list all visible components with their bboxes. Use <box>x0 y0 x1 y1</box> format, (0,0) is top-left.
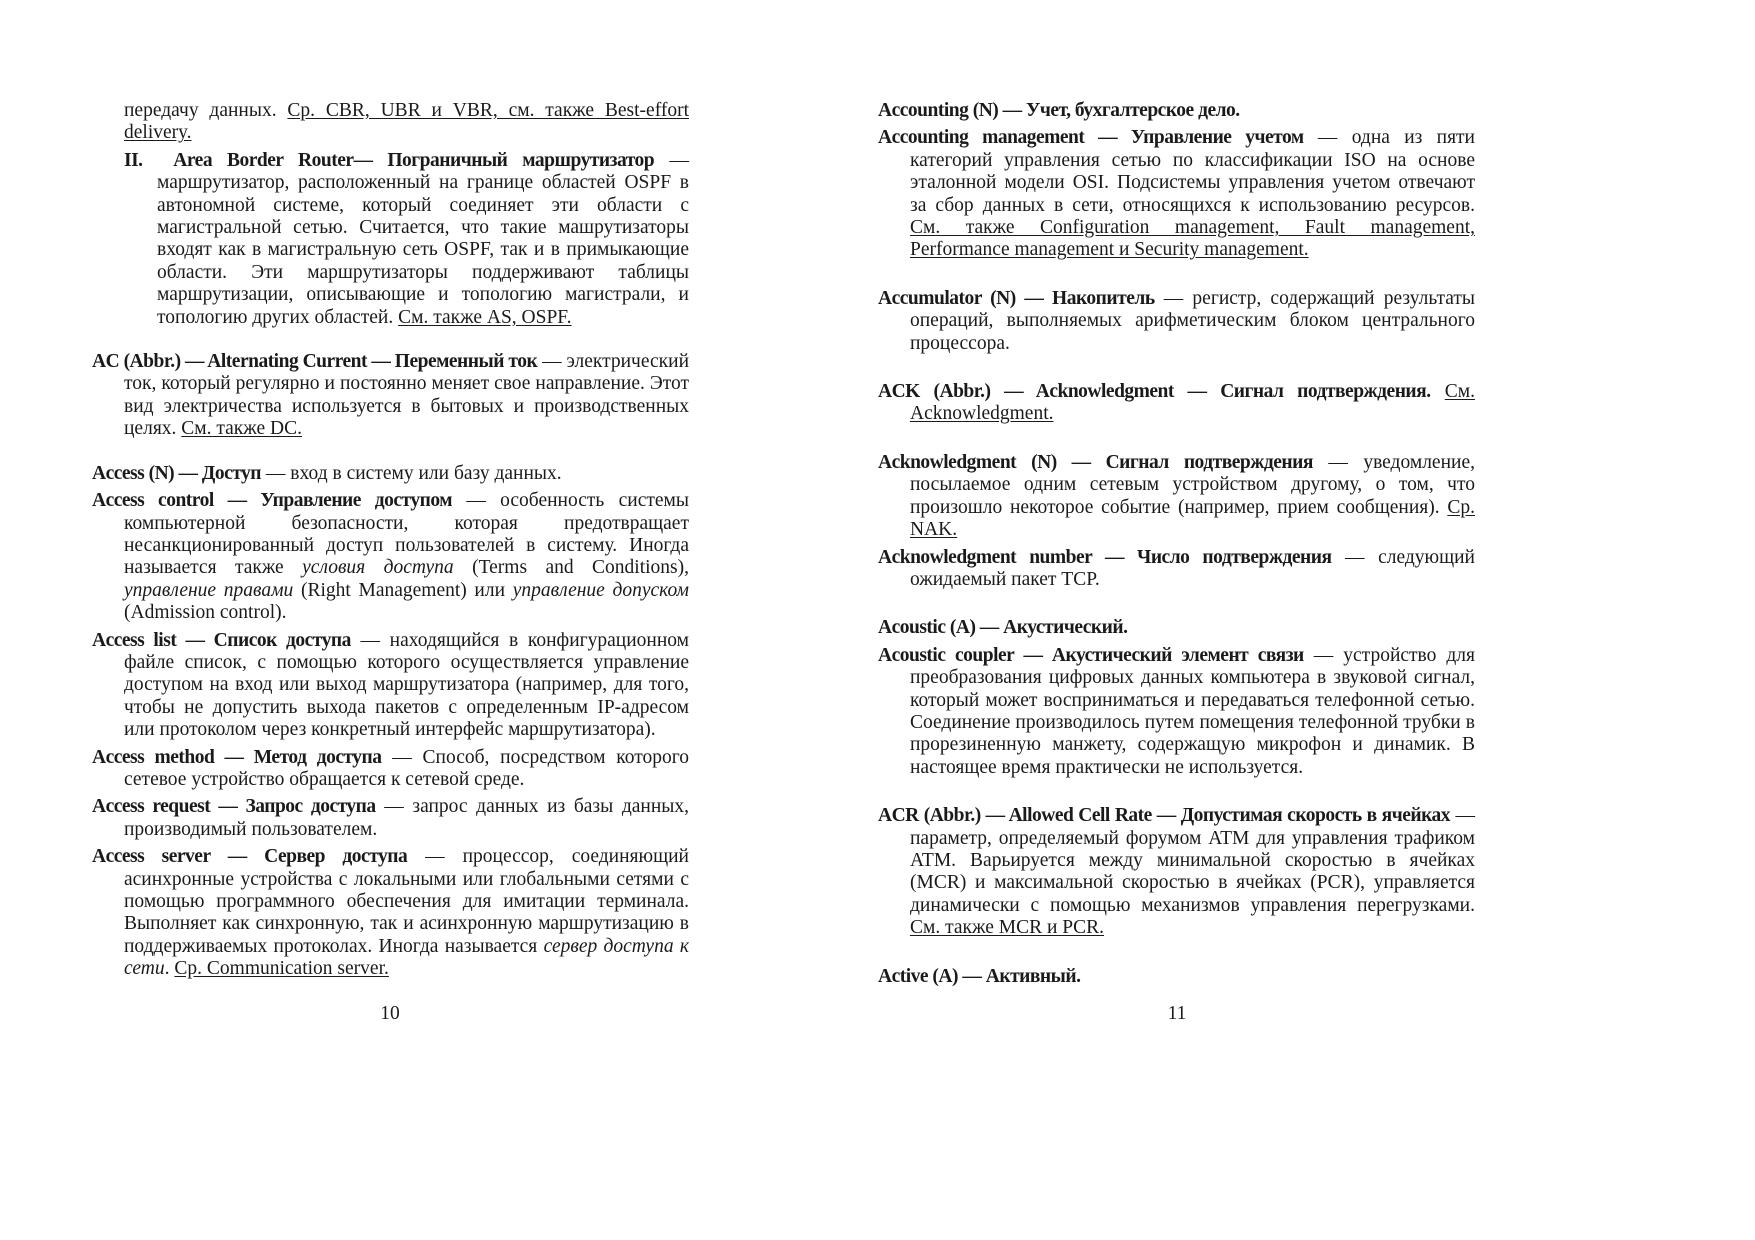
entry-term: Area Border Router— Пограничный маршрутизатор <box>173 149 655 171</box>
entry-text: — уведомление, посылаемое одним сетевым устройством другому, о том, что произошло некоторое событие (например, прием сообщения). <box>910 451 1475 518</box>
entry-accounting-management <box>878 127 1475 261</box>
entry-text: — процессор, соединяющий асинхронные устройства с локальными или глобальными сетями с помощью программного обеспечения для имитации терминала. Выполняет как синхронную, так и асинхронную маршрутизацию в поддерживаемых протоколах. Иногда называется <box>124 846 689 957</box>
entry-text: — запрос данных из базы данных, производимый пользователем. <box>124 796 689 840</box>
entry-access-server <box>92 846 689 980</box>
entry-text: — следующий ожидаемый пакет TCP. <box>910 546 1475 590</box>
entry-ack <box>878 381 1475 426</box>
entry-term: Access control — Управление доступом <box>92 490 453 512</box>
cross-reference-link[interactable]: Ср. Communication server. <box>174 958 389 980</box>
entry-text: (Admission control). <box>124 602 287 624</box>
entry-text: — находящийся в конфигурационном файле список, с помощью которого осуществляется управление доступом на вход или выход маршрутизатора (например, для того, чтобы не допустить выхода пакетов с определенным IP-адресом или протоколом через конкретный интерфейс маршрутизатора). <box>124 629 689 741</box>
entry-term: Acknowledgment number — Число подтверждения <box>878 546 1332 568</box>
entry-text: (Right Management) или <box>293 579 513 601</box>
entry-term: Active (A) — Активный. <box>878 965 1081 987</box>
entry-active <box>878 966 1475 988</box>
cross-reference-link[interactable]: Ср. CBR, UBR и VBR, см. также Best-effort delivery. <box>124 100 689 144</box>
entry-number: II. <box>124 149 143 171</box>
cross-reference-link[interactable]: См. Acknowledgment. <box>910 381 1475 425</box>
cross-reference-link[interactable]: См. также DC. <box>181 418 302 440</box>
entry-text: — одна из пяти категорий управления сетью по классификации ISO на основе эталонной модели OSI. Подсистемы управления учетом отвечают за сбор данных в сети, относящихся к использованию ресурсов. <box>910 127 1475 216</box>
entry-access-request <box>92 796 689 841</box>
entry-term: Access server — Сервер доступа <box>92 846 408 868</box>
entry-text <box>1431 381 1445 402</box>
entry-term: Access list — Список доступа <box>92 629 351 651</box>
entry-text: передачу данных. <box>124 100 288 121</box>
entry-italic-term: управление правами <box>124 579 294 601</box>
entry-term: Acknowledgment (N) — Сигнал подтверждения <box>878 451 1313 473</box>
left-page <box>92 100 689 986</box>
entry-text: — электрический ток, который регулярно и постоянно меняет свое направление. Этот вид электричества используется в бытовых и производственных целях. <box>124 351 690 440</box>
entry-acknowledgment-number <box>878 547 1475 592</box>
entry-term: Access request — Запрос доступа <box>92 796 376 818</box>
cross-reference-link[interactable]: Ср. NAK. <box>910 496 1475 541</box>
entry-text: — вход в систему или базу данных. <box>261 462 562 484</box>
entry-text: — Способ, посредством которого сетевое устройство обращается к сетевой среде. <box>124 746 689 790</box>
cross-reference-link[interactable]: См. также Configuration management, Fault management, Performance management и Security management. <box>910 217 1475 261</box>
entry-term: Accounting management — Управление учетом <box>878 127 1304 149</box>
entry-text: — маршрутизатор, расположенный на границе областей OSPF в автономной системе, который соединяет эти области с магистральной сетью. Считается, что такие машрутизаторы входят как в магистральную сеть OSPF, так и в примыкающие области. Эти маршрутизаторы поддерживают таблицы маршрутизации, описывающие и топологию магистрали, и топологию других областей. <box>157 149 690 328</box>
entry-term: Access method — Метод доступа <box>92 746 382 768</box>
entry-acoustic <box>878 617 1475 639</box>
entry-access-list <box>92 630 689 742</box>
entry-accumulator <box>878 288 1475 355</box>
entry-access-method <box>92 747 689 792</box>
cross-reference-link[interactable]: См. также AS, OSPF. <box>398 306 572 328</box>
entry-term: AC (Abbr.) — Alternating Current — Переменный ток <box>92 351 538 373</box>
entry-italic-term: сервер доступа к сети <box>124 935 689 980</box>
page-number-right: 11 <box>1167 1003 1187 1024</box>
entry-term: Accumulator (N) — Накопитель <box>878 287 1155 309</box>
entry-term: ACR (Abbr.) — Allowed Cell Rate — Допустимая скорость в ячейках <box>878 805 1451 827</box>
entry-text: — устройство для преобразования цифровых данных компьютера в звуковой сигнал, который может восприниматься и передаваться телефонной сетью. Соединение производилось путем помещения телефонной трубки в прорезиненную манжету, содержащую микрофон и динамик. В настоящее время практически не используется. <box>910 644 1475 778</box>
entry-text: — параметр, определяемый форумом ATM для управления трафиком ATM. Варьируется между минимальной скоростью в ячейках (MCR) и максимальной скоростью в ячейках (PCR), управляется динамически с помощью механизмов управления перегрузками. <box>910 805 1475 916</box>
entry-acknowledgment <box>878 452 1475 542</box>
entry-acoustic-coupler <box>878 645 1475 779</box>
entry-area-border-router <box>92 150 689 329</box>
entry-ac <box>92 351 689 441</box>
entry-acr <box>878 805 1475 939</box>
right-page <box>878 100 1475 993</box>
entry-access <box>92 463 689 485</box>
entry-text: — особенность системы компьютерной безопасности, которая предотвращает несанкционированный доступ пользователей в систему. Иногда называется также <box>124 490 689 579</box>
entry-italic-term: управление допуском <box>512 579 689 601</box>
entry-accounting <box>878 100 1475 122</box>
entry-text: — регистр, содержащий результаты операций, выполняемых арифметическим блоком центрального процессора. <box>910 287 1476 354</box>
cross-reference-link[interactable]: См. также MCR и PCR. <box>910 917 1105 939</box>
entry-term: Acoustic (A) — Акустический. <box>878 617 1128 639</box>
entry-continuation <box>92 100 689 145</box>
page-number-left: 10 <box>380 1003 400 1024</box>
entry-term: Access (N) — Доступ <box>92 462 262 484</box>
entry-text: (Terms and Conditions), <box>453 557 689 579</box>
entry-term: Accounting (N) — Учет, бухгалтерское дело. <box>878 100 1240 121</box>
entry-access-control <box>92 490 689 624</box>
entry-italic-term: условия доступа <box>302 557 454 579</box>
entry-text: . <box>164 958 175 980</box>
entry-term: ACK (Abbr.) — Acknowledgment — Сигнал подтверждения. <box>878 381 1431 403</box>
entry-term: Acoustic coupler — Акустический элемент связи <box>878 644 1304 666</box>
